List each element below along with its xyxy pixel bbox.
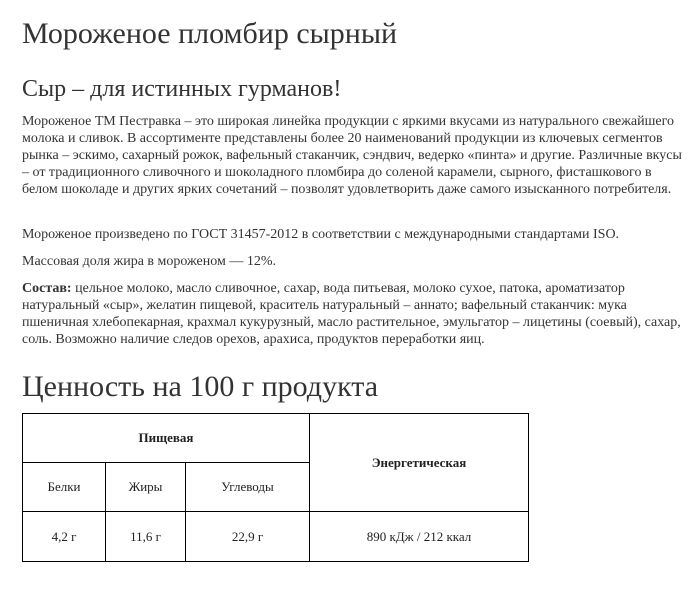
table-header-row <box>23 414 529 463</box>
column-fats: Жиры <box>106 463 186 512</box>
standard-paragraph: Мороженое произведено по ГОСТ 31457-2012 в соответствии с международными стандартами ISO. <box>22 227 620 242</box>
value-energy: 890 кДж / 212 ккал <box>310 512 529 562</box>
composition-text: цельное молоко, масло сливочное, сахар, вода питьевая, молоко сухое, патока, ароматизатор натуральный «сыр», желатин пищевой, краситель натуральный – аннато; вафельный стаканчик: мука пшеничная хлебопекарная, крахмал кукурузный, масло растительное, эмульгатор – лицетины (соевый), сахар, соль. Возможно наличие следов орехов, арахиса, продуктов переработки яиц. <box>22 281 681 347</box>
description-paragraph: Мороженое ТМ Пестравка – это широкая линейка продукции с яркими вкусами из натурального свежайшего молока и сливок. В ассортименте представлены более 20 наименований продукции из ключевых сегментов рынка – эскимо, сахарный рожок, вафельный стаканчик, сэндвич, ведерко «пинта» и другие. Различные вкусы – от традиционного сливочного и шоколадного пломбира до соленой карамели, сырного, фисташкового в белом шоколаде и других ярких сочетаний – позволят удовлетворить даже самого изысканного потребителя. <box>22 114 682 197</box>
value-carbs: 22,9 г <box>186 512 310 562</box>
value-proteins: 4,2 г <box>23 512 106 562</box>
column-proteins: Белки <box>23 463 106 512</box>
energy-header: Энергетическая <box>310 414 529 512</box>
nutrition-table <box>22 413 529 562</box>
column-carbs: Углеводы <box>186 463 310 512</box>
composition-label: Состав: <box>22 281 72 296</box>
value-fats: 11,6 г <box>106 512 186 562</box>
page-subtitle: Сыр – для истинных гурманов! <box>22 76 342 102</box>
composition-paragraph <box>22 280 682 348</box>
table-row <box>23 512 529 562</box>
fat-paragraph: Массовая доля жира в мороженом — 12%. <box>22 254 276 269</box>
page-title: Мороженое пломбир сырный <box>22 17 398 50</box>
nutrition-title: Ценность на 100 г продукта <box>22 370 379 403</box>
nutritional-header: Пищевая <box>23 414 310 463</box>
